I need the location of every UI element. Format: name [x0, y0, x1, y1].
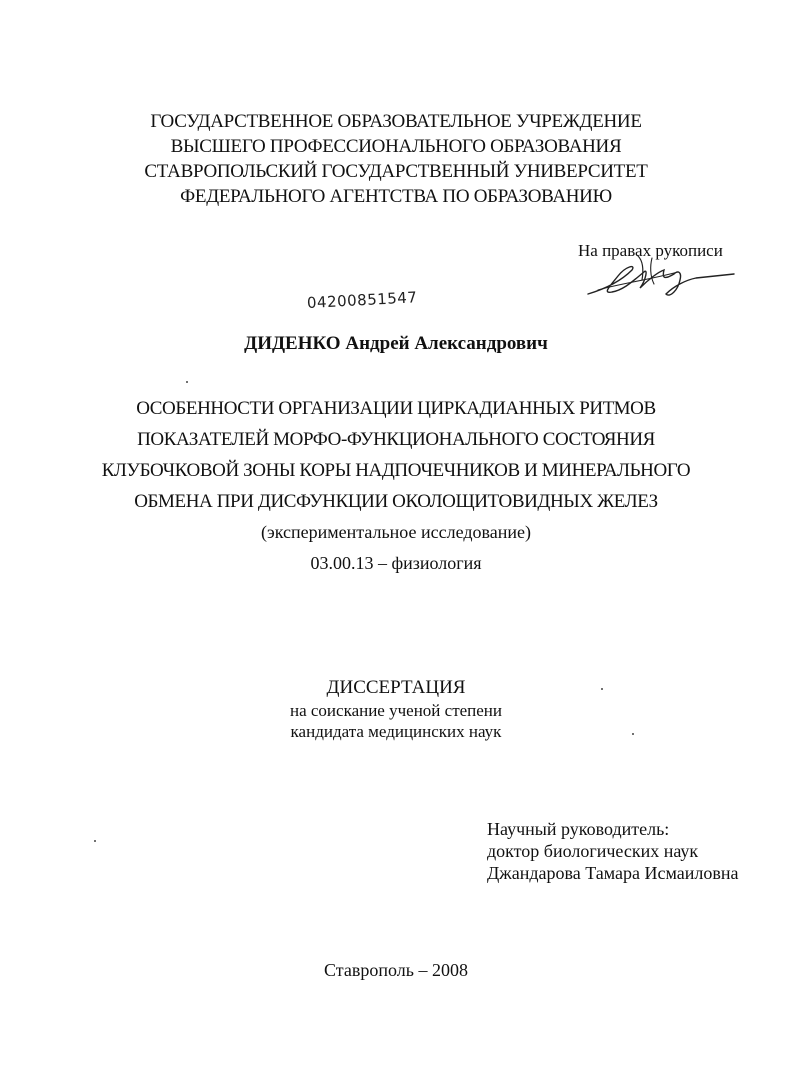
catalog-number: 04200851547	[306, 288, 418, 312]
author-name	[0, 333, 792, 355]
specialty-code: 03.00.13 – физиология	[310, 553, 482, 573]
thesis-title	[0, 393, 792, 517]
scan-speck	[601, 688, 603, 690]
title-subtitle: (экспериментальное исследование)	[260, 522, 532, 542]
supervisor-name: Джандарова Тамара Исмаиловна	[487, 863, 739, 883]
scan-speck	[94, 840, 96, 842]
supervisor-degree: доктор биологических наук	[487, 841, 699, 861]
dissertation-label: ДИССЕРТАЦИЯ	[326, 677, 466, 698]
scan-speck	[632, 733, 634, 735]
supervisor-block	[487, 818, 739, 884]
institution-line-1: ГОСУДАРСТВЕННОЕ ОБРАЗОВАТЕЛЬНОЕ УЧРЕЖДЕНИЕ	[150, 111, 642, 132]
institution-line-2: ВЫСШЕГО ПРОФЕССИОНАЛЬНОГО ОБРАЗОВАНИЯ	[170, 136, 622, 157]
institution-line-3: СТАВРОПОЛЬСКИЙ ГОСУДАРСТВЕННЫЙ УНИВЕРСИТЕТ	[144, 161, 648, 182]
author-given-names: Андрей Александрович	[345, 333, 548, 354]
place-year: Ставрополь – 2008	[324, 960, 468, 980]
title-line-2: ПОКАЗАТЕЛЕЙ МОРФО-ФУНКЦИОНАЛЬНОГО СОСТОЯНИЯ	[137, 429, 655, 450]
signature-image	[578, 250, 738, 302]
institution-line-4: ФЕДЕРАЛЬНОГО АГЕНТСТВА ПО ОБРАЗОВАНИЮ	[180, 186, 612, 207]
author-surname: ДИДЕНКО	[244, 333, 341, 354]
dissertation-block	[0, 676, 792, 742]
title-line-4: ОБМЕНА ПРИ ДИСФУНКЦИИ ОКОЛОЩИТОВИДНЫХ ЖЕЛЕЗ	[134, 491, 658, 512]
manuscript-note: На правах рукописи	[578, 241, 723, 260]
dissertation-line-2: кандидата медицинских наук	[290, 722, 502, 741]
institution-header	[0, 109, 792, 209]
dissertation-line-1: на соискание ученой степени	[289, 701, 503, 720]
title-line-1: ОСОБЕННОСТИ ОРГАНИЗАЦИИ ЦИРКАДИАННЫХ РИТМОВ	[136, 398, 656, 419]
title-line-3: КЛУБОЧКОВОЙ ЗОНЫ КОРЫ НАДПОЧЕЧНИКОВ И МИНЕРАЛЬНОГО	[101, 460, 691, 481]
supervisor-role: Научный руководитель:	[487, 819, 670, 839]
scan-speck	[186, 381, 188, 383]
